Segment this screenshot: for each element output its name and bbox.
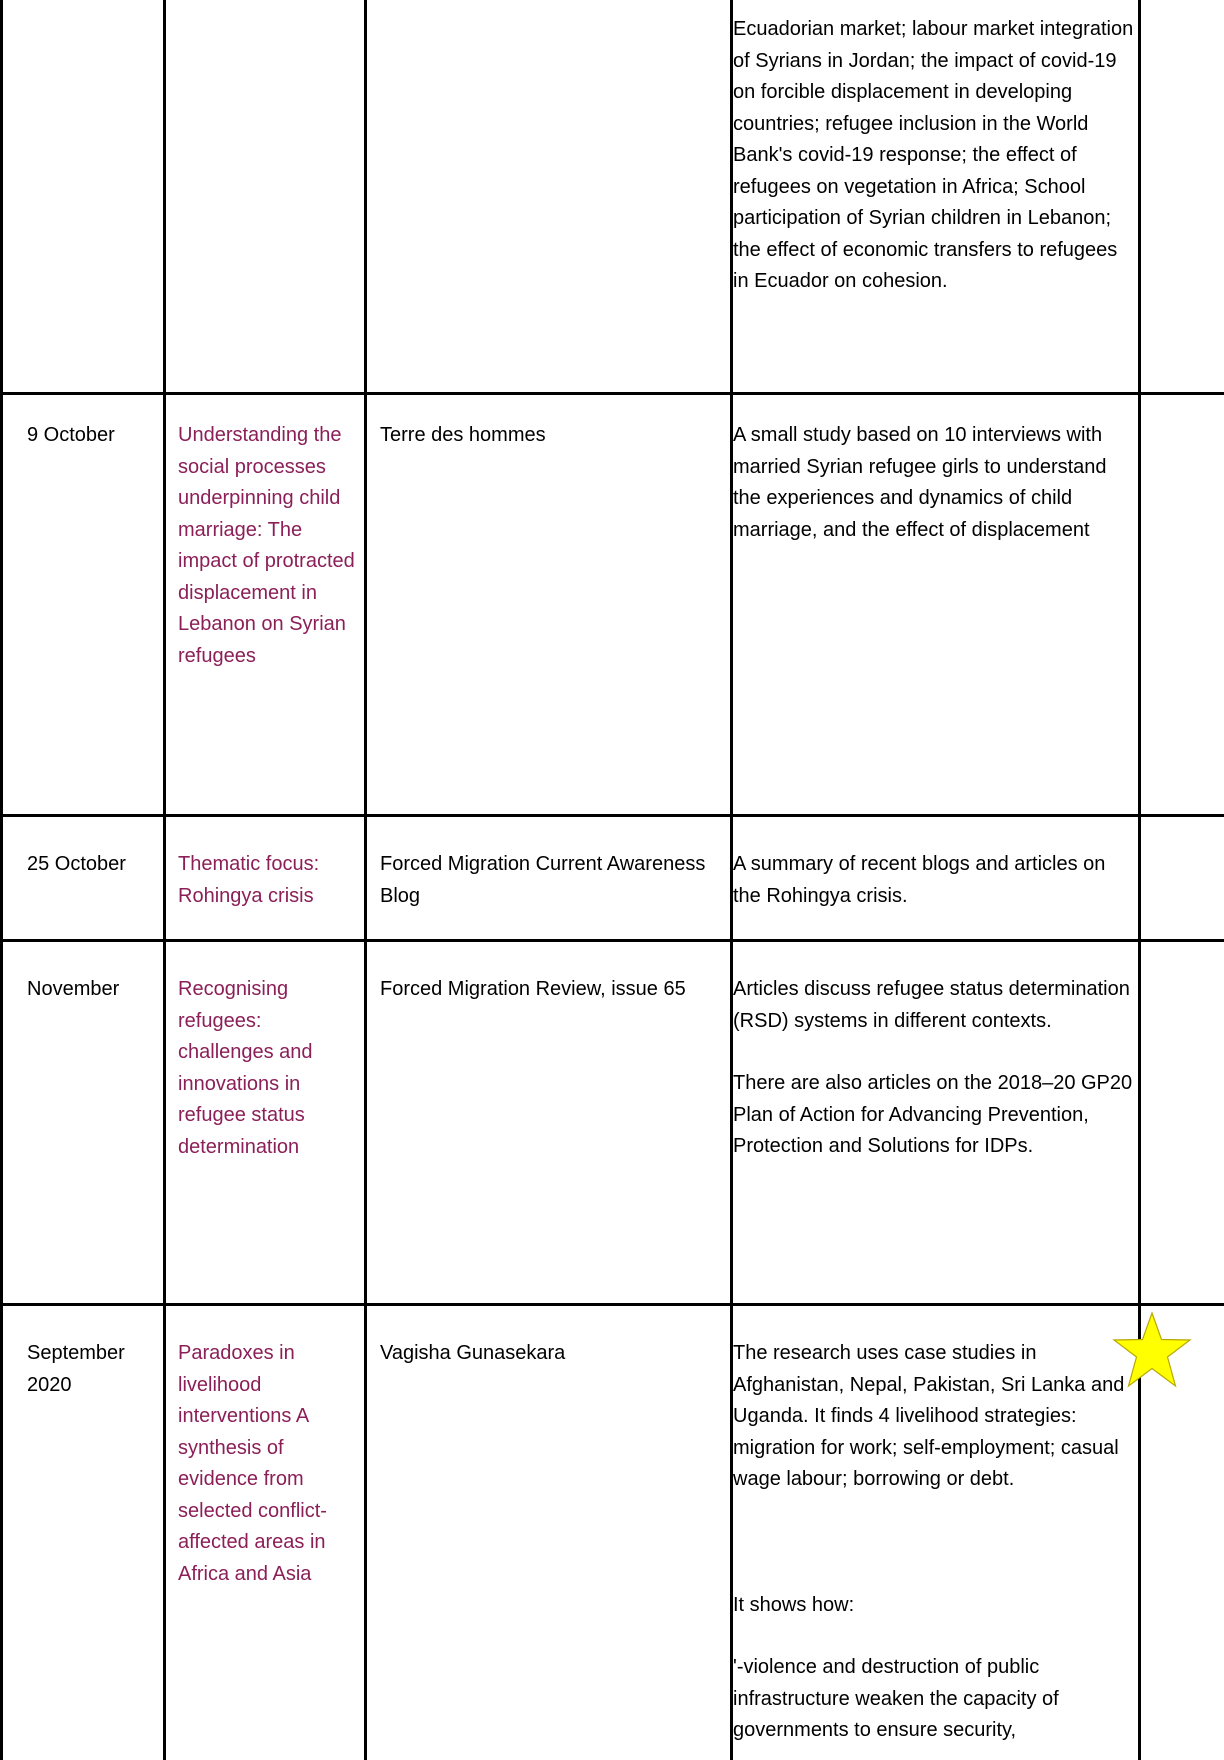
row-rule	[0, 814, 1224, 817]
summary-cell	[733, 849, 1138, 912]
summary-text: '-violence and destruction of public infrastructure weaken the capacity of governments to ensure security,	[733, 1656, 1059, 1741]
author-cell	[380, 420, 720, 452]
date-text: September 2020	[27, 1342, 125, 1396]
summary-text: It shows how:	[733, 1593, 855, 1616]
summary-cell	[733, 974, 1138, 1163]
summary-text: A small study based on 10 interviews with married Syrian refugee girls to understand the experiences and dynamics of child marriage, and the effect of displacement	[733, 424, 1107, 541]
table-row	[733, 14, 1138, 298]
column-rule	[0, 0, 3, 1760]
date-text: 9 October	[27, 424, 115, 446]
row-rule	[0, 392, 1224, 395]
summary-text: There are also articles on the 2018–20 GP20 Plan of Action for Advancing Prevention, Protection and Solutions for IDPs.	[733, 1072, 1133, 1157]
author-cell	[380, 849, 720, 912]
author-text: Terre des hommes	[380, 424, 546, 446]
date-text: 25 October	[27, 853, 126, 875]
star-icon	[1112, 1311, 1192, 1389]
author-text: Forced Migration Current Awareness Blog	[380, 853, 706, 907]
title-cell	[178, 420, 356, 672]
row-rule	[0, 939, 1224, 942]
author-text: Vagisha Gunasekara	[380, 1342, 566, 1364]
date-text: November	[27, 978, 120, 1000]
summary-cell	[733, 1338, 1138, 1747]
date-cell	[27, 1338, 157, 1401]
summary-text: The research uses case studies in Afghanistan, Nepal, Pakistan, Sri Lanka and Uganda. It finds 4 livelihood strategies: migration for work; self-employment; casual wage labour; borrowing or debt.	[733, 1342, 1125, 1490]
publication-title-link[interactable]: Understanding the social processes underpinning child marriage: The impact of protracted displacement in Lebanon on Syrian refugees	[178, 424, 355, 667]
author-cell	[380, 1338, 720, 1370]
author-cell	[380, 974, 720, 1006]
summary-text: A summary of recent blogs and articles on the Rohingya crisis.	[733, 853, 1106, 907]
publication-title-link[interactable]: Paradoxes in livelihood interventions A synthesis of evidence from selected conflict-affected areas in Africa and Asia	[178, 1342, 327, 1585]
summary-text: Ecuadorian market; labour market integration of Syrians in Jordan; the impact of covid-19 on forcible displacement in developing countries; refugee inclusion in the World Bank's covid-19 response; the effect of refugees on vegetation in Africa; School participation of Syrian children in Lebanon; the effect of economic transfers to refugees in Ecuador on cohesion.	[733, 18, 1134, 292]
column-rule	[163, 0, 166, 1760]
date-cell	[27, 974, 157, 1006]
title-cell	[178, 974, 356, 1163]
title-cell	[178, 1338, 356, 1590]
publication-title-link[interactable]: Recognising refugees: challenges and innovations in refugee status determination	[178, 978, 313, 1158]
author-text: Forced Migration Review, issue 65	[380, 978, 686, 1000]
title-cell	[178, 849, 356, 912]
summary-cell	[733, 420, 1138, 546]
date-cell	[27, 420, 157, 452]
row-rule	[0, 1303, 1224, 1306]
column-rule	[1138, 0, 1141, 1760]
summary-text: Articles discuss refugee status determination (RSD) systems in different contexts.	[733, 978, 1130, 1032]
column-rule	[364, 0, 367, 1760]
date-cell	[27, 849, 157, 881]
publication-title-link[interactable]: Thematic focus: Rohingya crisis	[178, 853, 320, 907]
